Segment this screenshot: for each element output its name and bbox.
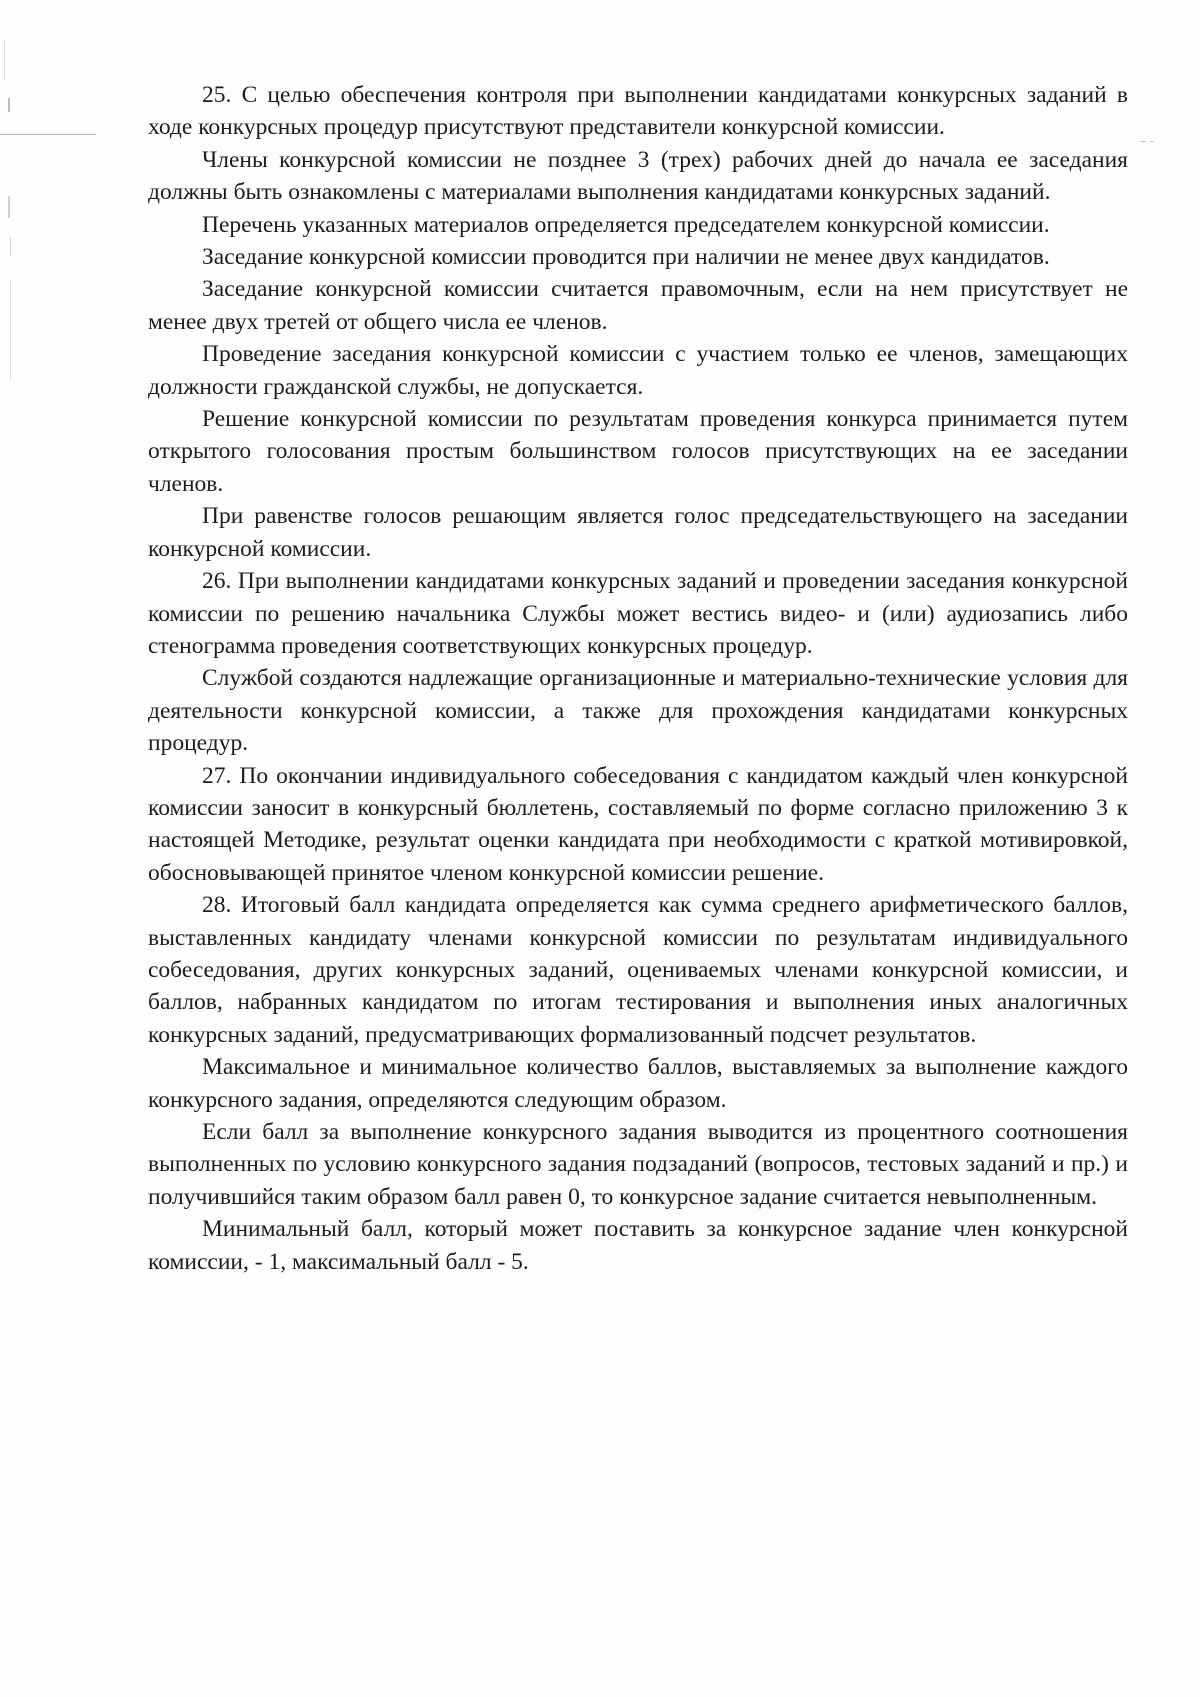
paragraph-members-familiarization: Члены конкурсной комиссии не позднее 3 (трех) рабочих дней до начала ее заседания должны быть ознакомлены с материалами выполнения кандидатами конкурсных заданий.: [148, 146, 1128, 206]
scan-artifact: [0, 134, 96, 135]
scan-artifact: [4, 40, 5, 80]
paragraph-materials-list: Перечень указанных материалов определяется председателем конкурсной комиссии.: [202, 211, 1050, 238]
paragraph-voting: Решение конкурсной комиссии по результатам проведения конкурса принимается путем открытого голосования простым большинством голосов присутствующих на ее заседании членов.: [148, 406, 1128, 497]
paragraph-28-final-score: 28. Итоговый балл кандидата определяется как сумма среднего арифметического баллов, выставленных кандидату членами конкурсной комиссии по результатам индивидуального собеседования, других конкурсных заданий, оцениваемых членами конкурсной комиссии, и баллов, набранных кандидатом по итогам тестирования и выполнения иных аналогичных конкурсных заданий, предусматривающих формализованный подсчет результатов.: [148, 892, 1128, 1048]
paragraph-min-candidates: Заседание конкурсной комиссии проводится при наличии не менее двух кандидатов.: [202, 244, 1050, 271]
paragraph-27-ballot: 27. По окончании индивидуального собеседования с кандидатом каждый член конкурсной комиссии заносит в конкурсный бюллетень, составляемый по форме согласно приложению 3 к настоящей Методике, результат оценки кандидата при необходимости с краткой мотивировкой, обосновывающей принятое членом конкурсной комиссии решение.: [148, 762, 1128, 886]
paragraph-civil-service-members: Проведение заседания конкурсной комиссии с участием только ее членов, замещающих должности гражданской службы, не допускается.: [148, 341, 1128, 400]
scan-artifact: [8, 196, 10, 218]
paragraph-score-range: Максимальное и минимальное количество баллов, выставляемых за выполнение каждого конкурсного задания, определяются следующим образом.: [148, 1054, 1128, 1113]
scan-artifact: [1150, 141, 1154, 142]
scan-artifact: [1140, 141, 1146, 142]
paragraph-zero-score: Если балл за выполнение конкурсного задания выводится из процентного соотношения выполненных по условию конкурсного задания подзаданий (вопросов, тестовых заданий и пр.) и получившийся таким образом балл равен 0, то конкурсное задание считается невыполненным.: [148, 1119, 1128, 1210]
paragraph-min-max-score: Минимальный балл, который может поставить за конкурсное задание член конкурсной комиссии, - 1, максимальный балл - 5.: [148, 1216, 1128, 1275]
document-body: [148, 79, 1128, 1278]
paragraph-quorum: Заседание конкурсной комиссии считается правомочным, если на нем присутствует не менее двух третей от общего числа ее членов.: [148, 276, 1128, 335]
scan-artifact: [8, 98, 10, 112]
paragraph-tie-vote: При равенстве голосов решающим является голос председательствующего на заседании конкурсной комиссии.: [148, 503, 1128, 562]
paragraph-25-monitoring: 25. С целью обеспечения контроля при выполнении кандидатами конкурсных заданий в ходе конкурсных процедур присутствуют представители конкурсной комиссии.: [148, 82, 1128, 141]
paragraph-26-recording: 26. При выполнении кандидатами конкурсных заданий и проведении заседания конкурсной комиссии по решению начальника Службы может вестись видео- и (или) аудиозапись либо стенограмма проведения соответствующих конкурсных процедур.: [148, 568, 1128, 659]
scan-artifact: [10, 236, 11, 256]
scan-artifact: [10, 280, 11, 380]
paragraph-conditions: Службой создаются надлежащие организационные и материально-технические условия для деятельности конкурсной комиссии, а также для прохождения кандидатами конкурсных процедур.: [148, 665, 1128, 757]
